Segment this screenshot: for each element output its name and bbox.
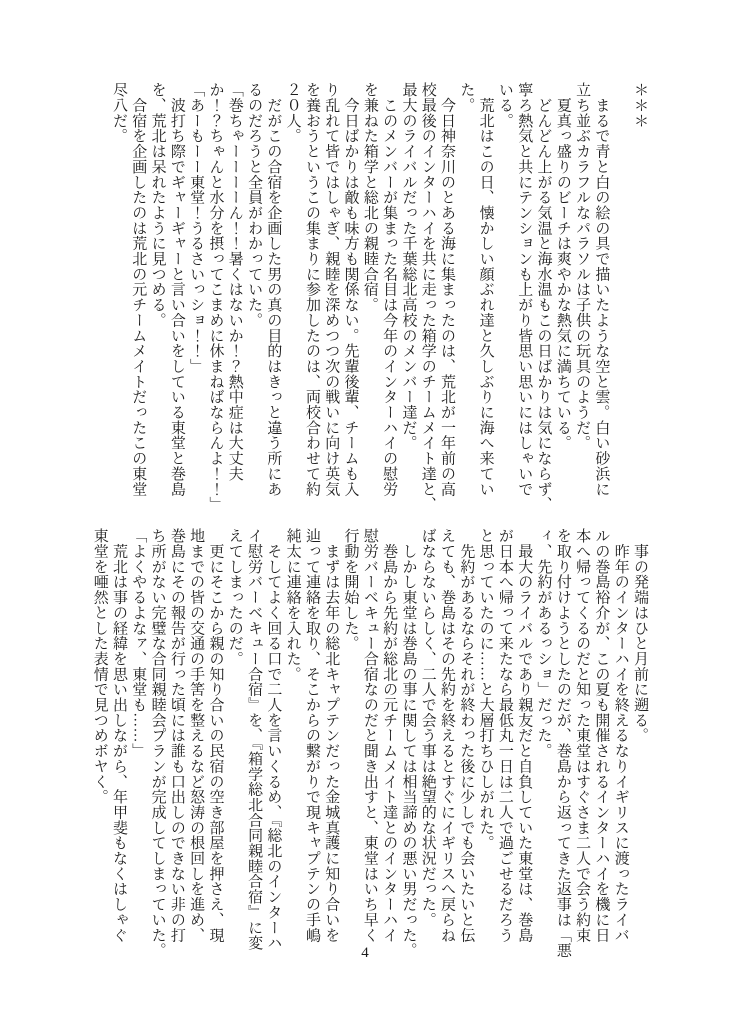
text-line: 地までの皆の交通の手筈を整えるなど怒涛の根回しを進め、 [188, 528, 205, 943]
text-line: ルの巻島裕介が、この夏も開催されるインターハイを機に日 [593, 528, 610, 943]
text-line: 尽八だ。 [110, 82, 127, 144]
text-line: 校最後のインターハイを共に走った箱学のチームメイト達と、 [419, 82, 436, 512]
text-line: 最大のライバルであり親友だと自負していた東堂は、巻島 [516, 528, 533, 943]
text-line: 巻島から先約が総北の元チームメイト達とのインターハイ [381, 528, 398, 943]
text-line: まずは去年の総北キャプテンだった金城真護に知り合いを [323, 528, 340, 943]
text-line: 荒北は事の経緯を思い出しながら、年甲斐もなくはしゃぐ [110, 528, 127, 943]
text-line: しかし東堂は巻島の事に関しては相当諦めの悪い男だった。 [400, 528, 417, 958]
text-line: を養おうというこの集まりに参加したのは、両校合わせて約 [303, 82, 320, 497]
text-line: 波打ち際でギャーギャーと言い合いをしている東堂と巻島 [168, 82, 185, 497]
text-line: 本へ帰ってくるのだと知った東堂はすぐさま二人で会う約束 [574, 528, 591, 943]
text-line: 巻島にその報告が行った頃には誰も口出しのできない非の打 [168, 528, 185, 943]
text-line: 最大のライバルだった千葉総北高校のメンバー達だ。 [400, 82, 417, 451]
text-line: えても、巻島はその先約を終えるとすぐにイギリスへ戻らね [439, 528, 456, 943]
text-line: 辿って連絡を取り、そこからの繋がりで現キャプテンの手嶋 [303, 528, 320, 943]
text-line: を、荒北は呆れたように見つめる。 [149, 82, 166, 328]
text-line: 東堂を唖然とした表情で見つめボヤく。 [91, 528, 108, 805]
text-line: えてしまったのだ。 [226, 528, 243, 667]
lower-text-block [89, 528, 649, 958]
page-number: 4 [361, 945, 369, 961]
text-line: を取り付けようとしたのだが、巻島から返ってきた返事は「悪 [554, 528, 571, 958]
dialogue-line: か！？ちゃんと水分を摂ってこまめに休まねばならんよ！！」 [207, 82, 224, 512]
text-line: 夏真っ盛りのビーチは爽やかな熱気に満ちている。 [554, 82, 571, 451]
text-line: ち所がない完璧な合同親睦会プランが完成してしまっていた。 [149, 528, 166, 958]
text-line: た。 [458, 82, 475, 113]
text-line: いる。 [496, 82, 513, 129]
text-line: このメンバーが集まった名目は今年のインターハイの慰労 [381, 82, 398, 497]
text-line: どんどん上がる気温と海水温もこの日ばかりは気にならず、 [535, 82, 552, 512]
text-line: 寧ろ熱気と共にテンションも上がり皆思い思いにはしゃいで [516, 82, 533, 497]
text-line: 事の発端はひと月前に遡る。 [632, 528, 648, 743]
text-line: そしてよく回る口で二人を言いくるめ、『総北のインターハ [265, 528, 282, 951]
dialogue-line: 「よくやるよなァ、東堂も……」 [130, 528, 147, 759]
text-line: 純太に連絡を入れた。 [284, 528, 301, 682]
text-line: ィ、先約があるっショ」だった。 [535, 528, 552, 759]
text-line: 更にそこから親の知り合いの民宿の空き部屋を押さえ、現 [207, 528, 224, 943]
text-line: 昨年のインターハイを終えるなりイギリスに渡ったライバ [612, 528, 629, 943]
text-line: 慰労バーベキュー合宿なのだと聞き出すと、東堂はいち早く [361, 528, 378, 943]
text-line: と思っていたのに……と大層打ちひしがれた。 [477, 528, 494, 851]
text-line: が日本へ帰って来たなら最低丸一日は二人で過ごせるだろう [496, 528, 513, 943]
dialogue-line: 「あーもーー東堂！うるさいっショ！！」 [188, 82, 205, 374]
text-line: まるで青と白の絵の具で描いたような空と雲。白い砂浜に [593, 82, 610, 497]
blank-line [610, 82, 629, 502]
text-line: 行動を開始した。 [342, 528, 359, 651]
text-line: 立ち並ぶカラフルなパラソルは子供の玩具のようだ。 [574, 82, 591, 451]
dialogue-line: 「巻ちゃーーーーん！！暑くはないか！？熱中症は大丈夫 [226, 82, 243, 482]
text-line: ２０人。 [284, 82, 301, 144]
upper-text-block [109, 82, 649, 512]
text-line: イ慰労バーベキュー合宿』を、『箱学総北合同親睦合宿』に変 [246, 528, 263, 951]
text-line: り乱れて皆ではしゃぎ、親睦を深めつつ次の戦いに向け英気 [323, 82, 340, 497]
text-line: を兼ねた箱学と総北の親睦合宿。 [361, 82, 378, 313]
text-line: 先約があるならそれが終わった後に少しでも会いたいと伝 [458, 528, 475, 943]
text-line: 合宿を企画したのは荒北の元チームメイトだったこの東堂 [130, 82, 147, 497]
text-line: だがこの合宿を企画した男の真の目的はきっと違う所にあ [265, 82, 282, 497]
section-break-marker: ＊＊＊ [632, 82, 648, 129]
text-line: 荒北はこの日、懐かしい顔ぶれ達と久しぶりに海へ来てい [477, 82, 494, 497]
text-line: 今日神奈川のとある海に集まったのは、荒北が一年前の高 [439, 82, 456, 497]
text-line: るのだろうと全員がわかっていた。 [246, 82, 263, 328]
text-line: 今日ばかりは敵も味方も関係ない。先輩後輩、チームも入 [342, 82, 359, 497]
text-line: ばならないらしく、二人で会う事は絶望的な状況だった。 [419, 528, 436, 928]
